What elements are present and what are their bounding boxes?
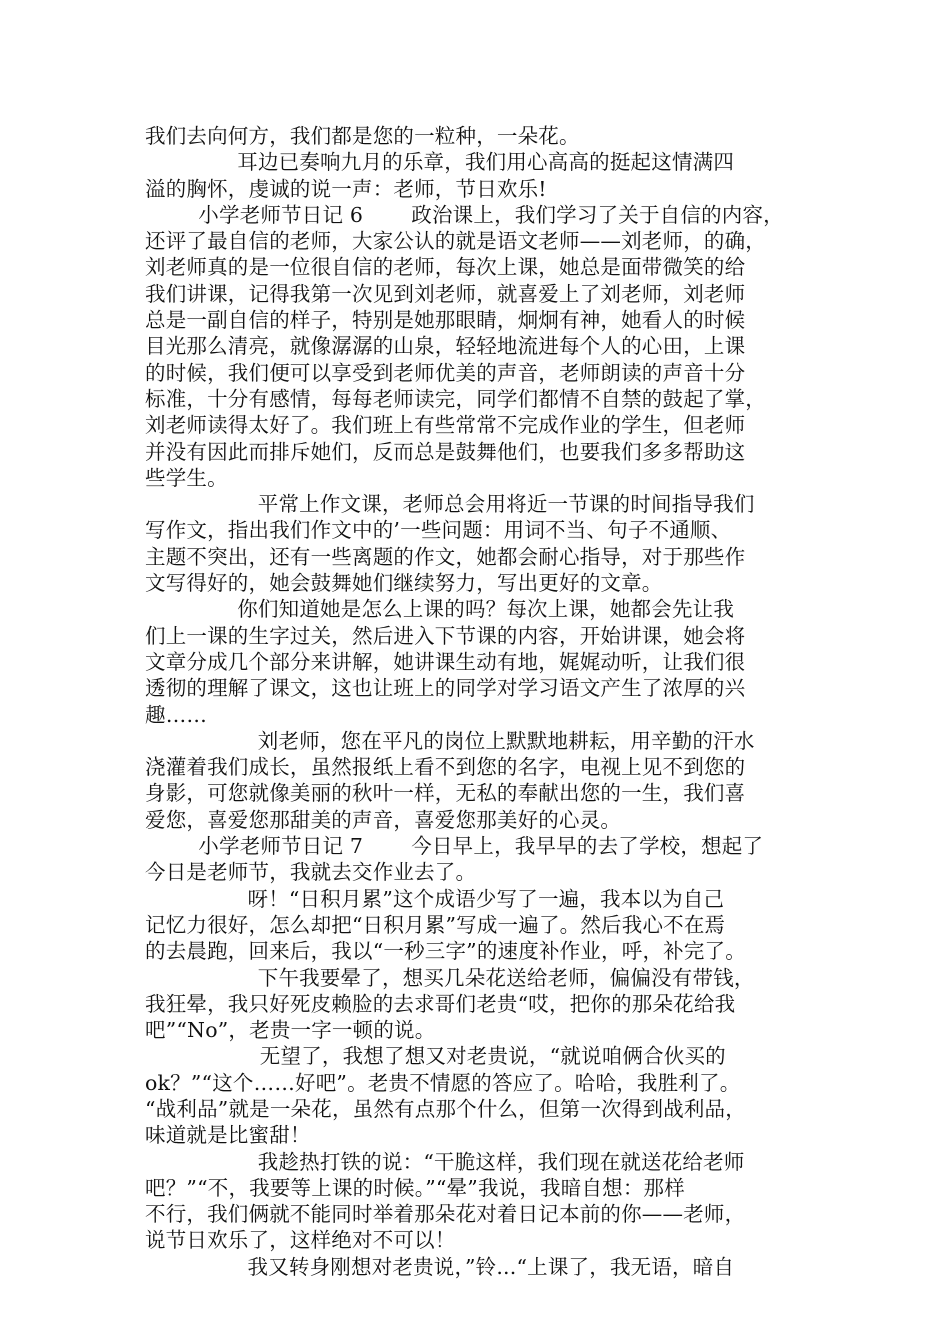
- text-line: 我趁热打铁的说：“干脆这样，我们现在就送花给老师: [257, 1149, 745, 1174]
- text-line: 文写得好的，她会鼓舞她们继续努力，写出更好的文章。: [145, 571, 663, 596]
- text-line: 我又转身刚想对老贵说，”铃...“上课了，我无语，暗自: [247, 1254, 735, 1279]
- diary-text-body: [145, 123, 809, 1280]
- text-line: 下午我要晕了，想买几朵花送给老师，偏偏没有带钱，: [257, 965, 755, 990]
- text-line: 文章分成几个部分来讲解，她讲课生动有地，娓娓动听，让我们很: [145, 649, 746, 674]
- text-line: 爱您，喜爱您那甜美的声音，喜爱您那美好的心灵。: [145, 807, 622, 832]
- text-line: 我们讲课，记得我第一次见到刘老师，就喜爱上了刘老师，刘老师: [145, 281, 746, 306]
- text-line: 吧？”“不，我要等上课的时候。”“晕”我说，我暗自想：那样: [145, 1175, 685, 1200]
- text-line: 刘老师，您在平凡的岗位上默默地耕耘，用辛勤的汗水: [257, 728, 755, 753]
- text-line: 你们知道她是怎么上课的吗？每次上课，她都会先让我: [237, 597, 735, 622]
- text-line: 今日是老师节，我就去交作业去了。: [145, 860, 477, 885]
- text-line: 吧”“No”，老贵一字一顿的说。: [145, 1018, 436, 1043]
- text-line: 耳边已奏响九月的乐章，我们用心高高的挺起这情满四: [237, 150, 735, 175]
- text-line: 刘老师真的是一位很自信的老师，每次上课，她总是面带微笑的给: [145, 255, 746, 280]
- text-line: 说节日欢乐了，这样绝对不可以！: [145, 1228, 456, 1253]
- text-line: 的时候，我们便可以享受到老师优美的声音，老师朗读的声音十分: [145, 360, 746, 385]
- text-line: 还评了最自信的老师，大家公认的就是语文老师——刘老师，的确，: [145, 229, 766, 254]
- text-line: 主题不突出，还有一些离题的作文，她都会耐心指导，对于那些作: [145, 544, 746, 569]
- text-line: 味道就是比蜜甜！: [145, 1123, 311, 1148]
- text-line: 不行，我们俩就不能同时举着那朵花对着日记本前的你——老师，: [145, 1202, 746, 1227]
- text-line: 我狂晕，我只好死皮赖脸的去求哥们老贵“哎，把你的那朵花给我: [145, 991, 736, 1016]
- text-line: 无望了，我想了想又对老贵说，“就说咱俩合伙买的: [259, 1044, 726, 1069]
- text-line: 些学生。: [145, 465, 228, 490]
- text-line: 趣……: [145, 702, 208, 727]
- text-line: ok？”“这个……好吧”。老贵不情愿的答应了。哈哈，我胜利了。: [145, 1070, 741, 1095]
- text-line: 呀！“日积月累”这个成语少写了一遍，我本以为自己: [247, 886, 725, 911]
- text-line: 小学老师节日记 6 政治课上，我们学习了关于自信的内容，: [198, 202, 784, 227]
- text-line: 我们去向何方，我们都是您的一粒种，一朵花。: [145, 124, 580, 148]
- text-line: 目光那么清亮，就像潺潺的山泉，轻轻地流进每个人的心田，上课: [145, 334, 746, 359]
- text-line: 总是一副自信的样子，特别是她那眼睛，炯炯有神，她看人的时候: [145, 308, 746, 333]
- text-line: 并没有因此而排斥她们，反而总是鼓舞他们，也要我们多多帮助这: [145, 439, 746, 464]
- text-line: 们上一课的生字过关，然后进入下节课的内容，开始讲课，她会将: [145, 623, 746, 648]
- text-line: 记忆力很好，怎么却把“日积月累”写成一遍了。然后我心不在焉: [145, 912, 726, 937]
- text-line: 透彻的理解了课文，这也让班上的同学对学习语文产生了浓厚的兴: [145, 676, 746, 701]
- text-line: 浇灌着我们成长，虽然报纸上看不到您的名字，电视上见不到您的: [145, 755, 746, 780]
- text-line: 刘老师读得太好了。我们班上有些常常不完成作业的学生，但老师: [145, 413, 746, 438]
- text-line: 平常上作文课，老师总会用将近一节课的时间指导我们: [257, 492, 755, 517]
- text-line: 标准，十分有感情，每每老师读完，同学们都情不自禁的鼓起了掌，: [145, 386, 766, 411]
- text-line: 身影，可您就像美丽的秋叶一样，无私的奉献出您的一生，我们喜: [145, 781, 746, 806]
- text-line: “战利品”就是一朵花，虽然有点那个什么，但第一次得到战利品，: [145, 1096, 746, 1121]
- text-line: 的去晨跑，回来后，我以“一秒三字”的速度补作业，呼，补完了。: [145, 939, 746, 964]
- text-line: 小学老师节日记 7 今日早上，我早早的去了学校，想起了: [198, 834, 764, 859]
- text-line: 写作文，指出我们作文中的’一些问题：用词不当、句子不通顺、: [145, 518, 732, 543]
- text-line: 溢的胸怀，虔诚的说一声：老师，节日欢乐!: [145, 176, 547, 201]
